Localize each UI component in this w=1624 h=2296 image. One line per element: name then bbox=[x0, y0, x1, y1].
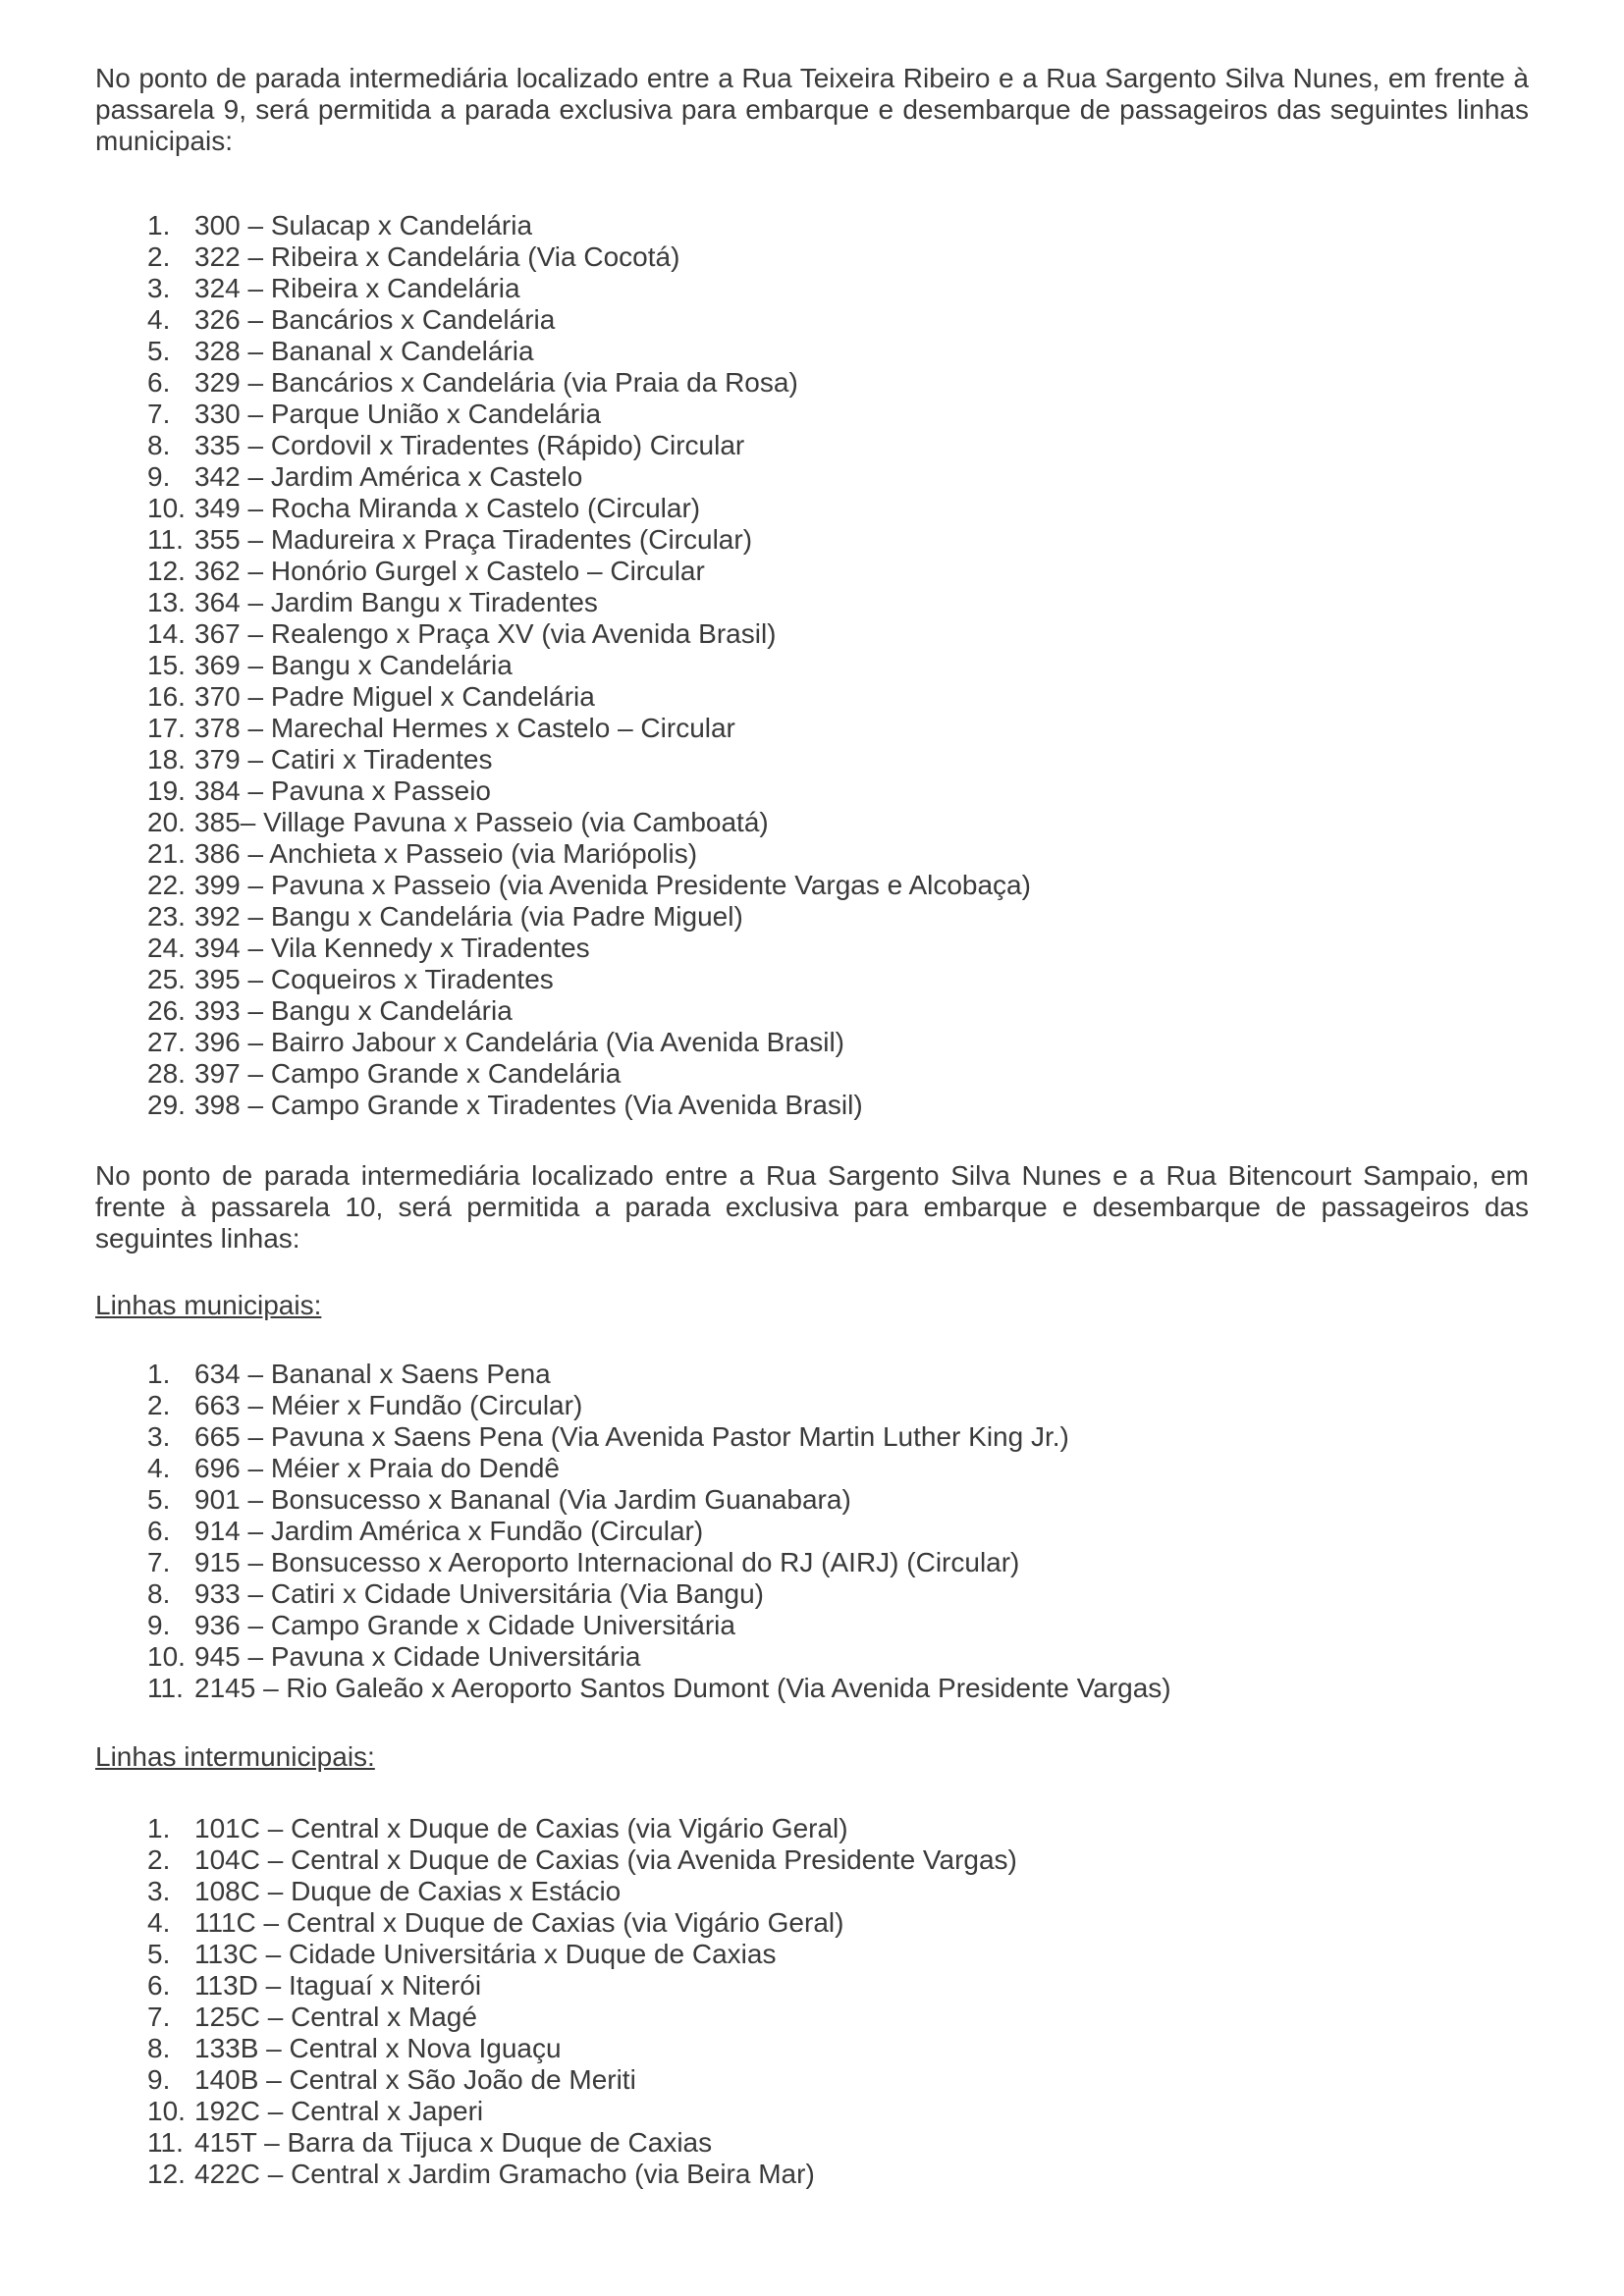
list-item-text: 663 – Méier x Fundão (Circular) bbox=[194, 1390, 583, 1420]
list-item bbox=[147, 2096, 1529, 2127]
list-item-text: 370 – Padre Miguel x Candelária bbox=[194, 681, 595, 712]
list-item-text: 936 – Campo Grande x Cidade Universitária bbox=[194, 1610, 735, 1640]
list-item-text: 415T – Barra da Tijuca x Duque de Caxias bbox=[194, 2127, 713, 2158]
list-item bbox=[147, 1547, 1529, 1578]
list-item-text: 696 – Méier x Praia do Dendê bbox=[194, 1453, 560, 1483]
list-item-text: 364 – Jardim Bangu x Tiradentes bbox=[194, 587, 598, 617]
list-item bbox=[147, 1673, 1529, 1704]
list-item-number: 4. bbox=[147, 304, 171, 335]
list-item-number: 17. bbox=[147, 713, 186, 743]
list-item-text: 192C – Central x Japeri bbox=[194, 2096, 484, 2126]
list-item-text: 342 – Jardim América x Castelo bbox=[194, 461, 583, 492]
list-item bbox=[147, 1484, 1529, 1516]
list-item-text: 634 – Bananal x Saens Pena bbox=[194, 1359, 551, 1389]
list-item bbox=[147, 1939, 1529, 1970]
list-item-number: 5. bbox=[147, 336, 171, 366]
intro-paragraph-passarela-9: No ponto de parada intermediária localizado entre a Rua Teixeira Ribeiro e a Rua Sargento Silva Nunes, em frente à passarela 9, será permitida a parada exclusiva para embarque e desembarque de passageiros das seguintes linhas municipais: bbox=[95, 63, 1529, 156]
list-item bbox=[147, 1058, 1529, 1090]
list-item bbox=[147, 995, 1529, 1027]
list-item bbox=[147, 2002, 1529, 2033]
list-item-text: 328 – Bananal x Candelária bbox=[194, 336, 534, 366]
list-item bbox=[147, 1813, 1529, 1844]
list-item bbox=[147, 681, 1529, 713]
list-item-number: 1. bbox=[147, 1359, 171, 1389]
list-item bbox=[147, 1970, 1529, 2002]
list-item bbox=[147, 2033, 1529, 2064]
list-item bbox=[147, 807, 1529, 838]
list-item-number: 7. bbox=[147, 2002, 171, 2032]
list-item-number: 5. bbox=[147, 1939, 171, 1969]
list-item-text: 355 – Madureira x Praça Tiradentes (Circular) bbox=[194, 524, 753, 555]
list-item-number: 16. bbox=[147, 681, 186, 712]
list-item bbox=[147, 933, 1529, 964]
list-item-text: 914 – Jardim América x Fundão (Circular) bbox=[194, 1516, 704, 1546]
list-item bbox=[147, 650, 1529, 681]
list-item bbox=[147, 399, 1529, 430]
list-item bbox=[147, 1421, 1529, 1453]
list-item-number: 4. bbox=[147, 1453, 171, 1483]
list-item bbox=[147, 1453, 1529, 1484]
list-item-number: 12. bbox=[147, 2159, 186, 2189]
list-item-number: 11. bbox=[147, 2127, 184, 2158]
list-item-text: 367 – Realengo x Praça XV (via Avenida Brasil) bbox=[194, 618, 777, 649]
list-item bbox=[147, 1610, 1529, 1641]
list-item-number: 1. bbox=[147, 210, 171, 240]
list-item-text: 335 – Cordovil x Tiradentes (Rápido) Circular bbox=[194, 430, 745, 460]
list-item-text: 392 – Bangu x Candelária (via Padre Miguel) bbox=[194, 901, 743, 932]
list-item-number: 21. bbox=[147, 838, 186, 869]
list-item-text: 362 – Honório Gurgel x Castelo – Circular bbox=[194, 556, 705, 586]
list-item-number: 24. bbox=[147, 933, 186, 963]
list-item bbox=[147, 367, 1529, 399]
municipal-lines-heading: Linhas municipais: bbox=[95, 1290, 322, 1320]
list-item-text: 113D – Itaguaí x Niterói bbox=[194, 1970, 482, 2001]
list-item bbox=[147, 587, 1529, 618]
list-item bbox=[147, 1516, 1529, 1547]
list-item-number: 10. bbox=[147, 2096, 186, 2126]
list-item bbox=[147, 273, 1529, 304]
list-item-text: 108C – Duque de Caxias x Estácio bbox=[194, 1876, 622, 1906]
list-item-number: 2. bbox=[147, 1844, 171, 1875]
list-item bbox=[147, 461, 1529, 493]
list-item-text: 111C – Central x Duque de Caxias (via Vigário Geral) bbox=[194, 1907, 844, 1938]
list-item-number: 13. bbox=[147, 587, 186, 617]
list-item bbox=[147, 838, 1529, 870]
list-item bbox=[147, 1359, 1529, 1390]
list-item-number: 27. bbox=[147, 1027, 186, 1057]
municipal-lines-list bbox=[95, 1359, 1529, 1704]
list-item-text: 386 – Anchieta x Passeio (via Mariópolis) bbox=[194, 838, 698, 869]
list-item-number: 18. bbox=[147, 744, 186, 774]
list-item bbox=[147, 336, 1529, 367]
list-item-text: 300 – Sulacap x Candelária bbox=[194, 210, 533, 240]
list-item-number: 26. bbox=[147, 995, 186, 1026]
list-item-number: 15. bbox=[147, 650, 186, 680]
intermunicipal-lines-list bbox=[95, 1813, 1529, 2190]
list-item-number: 9. bbox=[147, 2064, 171, 2095]
list-item bbox=[147, 1390, 1529, 1421]
list-item-number: 9. bbox=[147, 1610, 171, 1640]
list-item bbox=[147, 2159, 1529, 2190]
list-item-number: 4. bbox=[147, 1907, 171, 1938]
list-item-number: 6. bbox=[147, 1516, 171, 1546]
list-item-number: 7. bbox=[147, 399, 171, 429]
list-item-text: 396 – Bairro Jabour x Candelária (Via Avenida Brasil) bbox=[194, 1027, 845, 1057]
list-item-text: 901 – Bonsucesso x Bananal (Via Jardim Guanabara) bbox=[194, 1484, 851, 1515]
list-item bbox=[147, 618, 1529, 650]
list-item-number: 6. bbox=[147, 367, 171, 398]
list-item-text: 125C – Central x Magé bbox=[194, 2002, 477, 2032]
list-item-number: 3. bbox=[147, 1876, 171, 1906]
list-item bbox=[147, 210, 1529, 241]
list-item-number: 19. bbox=[147, 775, 186, 806]
list-item-text: 349 – Rocha Miranda x Castelo (Circular) bbox=[194, 493, 701, 523]
intermunicipal-lines-heading: Linhas intermunicipais: bbox=[95, 1741, 375, 1772]
list-item-number: 5. bbox=[147, 1484, 171, 1515]
list-item bbox=[147, 2127, 1529, 2159]
list-item-text: 384 – Pavuna x Passeio bbox=[194, 775, 491, 806]
list-item bbox=[147, 304, 1529, 336]
list-item-number: 22. bbox=[147, 870, 186, 900]
list-item bbox=[147, 1876, 1529, 1907]
list-item-text: 915 – Bonsucesso x Aeroporto Internacional do RJ (AIRJ) (Circular) bbox=[194, 1547, 1020, 1577]
list-item bbox=[147, 1907, 1529, 1939]
list-item bbox=[147, 775, 1529, 807]
list-item bbox=[147, 713, 1529, 744]
list-item bbox=[147, 870, 1529, 901]
list-item-text: 326 – Bancários x Candelária bbox=[194, 304, 556, 335]
list-item bbox=[147, 964, 1529, 995]
list-item-text: 378 – Marechal Hermes x Castelo – Circular bbox=[194, 713, 735, 743]
list-item-number: 1. bbox=[147, 1813, 171, 1843]
list-item-number: 2. bbox=[147, 1390, 171, 1420]
list-item-number: 29. bbox=[147, 1090, 186, 1120]
list-item bbox=[147, 1844, 1529, 1876]
list-item-text: 385– Village Pavuna x Passeio (via Camboatá) bbox=[194, 807, 769, 837]
list-item-number: 14. bbox=[147, 618, 186, 649]
list-item-number: 25. bbox=[147, 964, 186, 994]
list-item-number: 28. bbox=[147, 1058, 186, 1089]
list-item-number: 3. bbox=[147, 273, 171, 303]
list-item-text: 395 – Coqueiros x Tiradentes bbox=[194, 964, 554, 994]
list-item bbox=[147, 1578, 1529, 1610]
list-item-text: 324 – Ribeira x Candelária bbox=[194, 273, 520, 303]
list-item bbox=[147, 430, 1529, 461]
list-item-text: 104C – Central x Duque de Caxias (via Avenida Presidente Vargas) bbox=[194, 1844, 1017, 1875]
list-item-number: 8. bbox=[147, 1578, 171, 1609]
list-item-text: 393 – Bangu x Candelária bbox=[194, 995, 513, 1026]
list-item-number: 10. bbox=[147, 493, 186, 523]
intro-paragraph-passarela-10: No ponto de parada intermediária localizado entre a Rua Sargento Silva Nunes e a Rua Bitencourt Sampaio, em frente à passarela 10, será permitida a parada exclusiva para embarque e desembarque de passageiros das seguintes linhas: bbox=[95, 1160, 1529, 1254]
list-item-number: 8. bbox=[147, 430, 171, 460]
list-item-number: 6. bbox=[147, 1970, 171, 2001]
list-item bbox=[147, 524, 1529, 556]
list-item bbox=[147, 901, 1529, 933]
list-item-text: 394 – Vila Kennedy x Tiradentes bbox=[194, 933, 590, 963]
list-item-number: 7. bbox=[147, 1547, 171, 1577]
list-item-text: 397 – Campo Grande x Candelária bbox=[194, 1058, 622, 1089]
list-item-text: 422C – Central x Jardim Gramacho (via Beira Mar) bbox=[194, 2159, 815, 2189]
list-item bbox=[147, 493, 1529, 524]
list-item-text: 322 – Ribeira x Candelária (Via Cocotá) bbox=[194, 241, 680, 272]
list-item-text: 945 – Pavuna x Cidade Universitária bbox=[194, 1641, 641, 1672]
list-item-text: 140B – Central x São João de Meriti bbox=[194, 2064, 636, 2095]
list-item-number: 11. bbox=[147, 524, 184, 555]
list-item-text: 133B – Central x Nova Iguaçu bbox=[194, 2033, 562, 2063]
list-item-number: 9. bbox=[147, 461, 171, 492]
list-item bbox=[147, 1641, 1529, 1673]
list-item-text: 379 – Catiri x Tiradentes bbox=[194, 744, 493, 774]
list-item bbox=[147, 556, 1529, 587]
list-item-text: 398 – Campo Grande x Tiradentes (Via Avenida Brasil) bbox=[194, 1090, 863, 1120]
list-item-text: 329 – Bancários x Candelária (via Praia da Rosa) bbox=[194, 367, 798, 398]
list-item-text: 665 – Pavuna x Saens Pena (Via Avenida Pastor Martin Luther King Jr.) bbox=[194, 1421, 1069, 1452]
list-item-number: 2. bbox=[147, 241, 171, 272]
list-item-number: 10. bbox=[147, 1641, 186, 1672]
list-item bbox=[147, 1090, 1529, 1121]
list-item-number: 12. bbox=[147, 556, 186, 586]
list-item bbox=[147, 1027, 1529, 1058]
list-item-number: 3. bbox=[147, 1421, 171, 1452]
list-item-text: 330 – Parque União x Candelária bbox=[194, 399, 602, 429]
list-item-number: 23. bbox=[147, 901, 186, 932]
list-item-number: 20. bbox=[147, 807, 186, 837]
list-item-text: 399 – Pavuna x Passeio (via Avenida Presidente Vargas e Alcobaça) bbox=[194, 870, 1031, 900]
list-item-number: 8. bbox=[147, 2033, 171, 2063]
list-item-number: 11. bbox=[147, 1673, 184, 1703]
list-item-text: 101C – Central x Duque de Caxias (via Vigário Geral) bbox=[194, 1813, 848, 1843]
list-item-text: 2145 – Rio Galeão x Aeroporto Santos Dumont (Via Avenida Presidente Vargas) bbox=[194, 1673, 1171, 1703]
list-item bbox=[147, 744, 1529, 775]
list-item-text: 113C – Cidade Universitária x Duque de Caxias bbox=[194, 1939, 777, 1969]
municipal-lines-list-passarela-9 bbox=[95, 210, 1529, 1121]
list-item-text: 369 – Bangu x Candelária bbox=[194, 650, 513, 680]
list-item bbox=[147, 2064, 1529, 2096]
list-item bbox=[147, 241, 1529, 273]
list-item-text: 933 – Catiri x Cidade Universitária (Via Bangu) bbox=[194, 1578, 764, 1609]
